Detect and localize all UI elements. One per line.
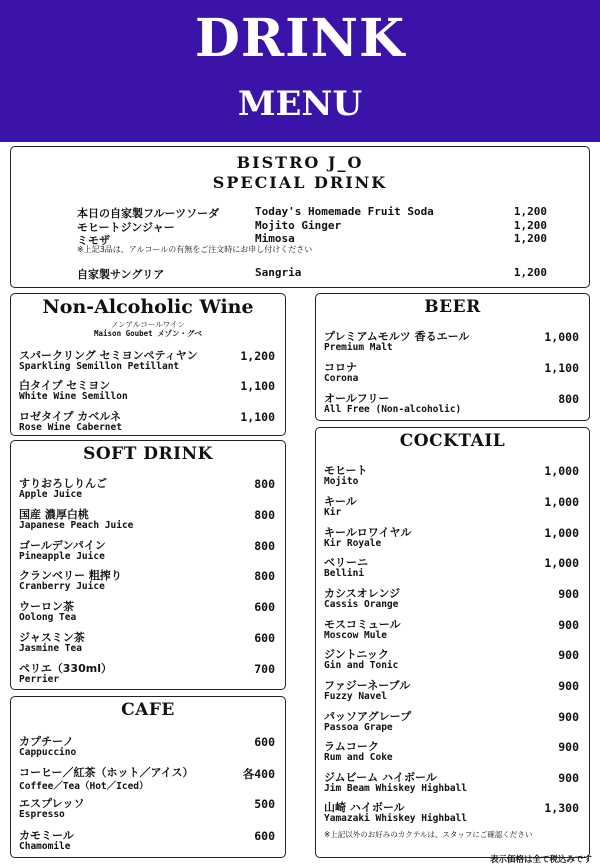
item-name-ja: ゴールデンパイン xyxy=(19,539,106,552)
item-price: 900 xyxy=(558,648,579,662)
menu-header xyxy=(0,0,600,142)
item-price: 1,000 xyxy=(544,330,579,344)
item-price: 1,100 xyxy=(240,410,275,424)
item-name-ja: キールロワイヤル xyxy=(324,526,412,539)
item-price: 1,000 xyxy=(544,526,579,540)
menu-item xyxy=(324,769,579,797)
item-name-ja: モヒート xyxy=(324,464,368,477)
item-name-ja: ファジーネーブル xyxy=(324,679,411,692)
item-name-ja: キール xyxy=(324,495,357,508)
item-name-ja: 白タイプ セミヨン xyxy=(19,379,111,392)
item-price: 800 xyxy=(558,392,579,406)
item-name-ja: モヒートジンジャー xyxy=(77,221,175,234)
item-price: 900 xyxy=(558,587,579,601)
menu-item xyxy=(19,733,275,761)
item-price: 1,100 xyxy=(544,361,579,375)
item-name-ja: 自家製サングリア xyxy=(77,268,165,281)
menu-item xyxy=(19,629,275,657)
item-name-en: Pineapple Juice xyxy=(19,551,105,562)
item-name-ja: カプチーノ xyxy=(19,735,74,748)
menu-item xyxy=(19,764,275,792)
section-title: SOFT DRINK xyxy=(83,444,213,464)
menu-item xyxy=(324,585,579,613)
item-price: 1,000 xyxy=(544,556,579,570)
item-name-ja: スパークリング セミヨンペティヤン xyxy=(19,349,198,362)
item-name-en: Bellini xyxy=(324,568,365,579)
section-title: Non-Alcoholic Wine xyxy=(42,296,254,318)
item-name-ja: ジントニック xyxy=(324,648,389,661)
menu-item xyxy=(19,795,275,823)
item-name-ja: 山崎 ハイボール xyxy=(324,801,405,814)
item-name-en: Rum and Coke xyxy=(324,752,393,763)
section-title: COCKTAIL xyxy=(399,431,506,451)
special-title-line2: SPECIAL DRINK xyxy=(212,173,388,192)
item-price: 1,200 xyxy=(513,266,547,279)
non-alcoholic-wine-section xyxy=(10,293,286,436)
menu-item xyxy=(324,646,579,674)
cocktail-note: ※上記以外のお好みのカクテルは、スタッフにご確認ください xyxy=(324,830,533,839)
menu-item xyxy=(19,827,275,855)
soft-drink-section xyxy=(10,440,286,690)
menu-item xyxy=(324,616,579,644)
item-price: 600 xyxy=(254,735,275,749)
item-price: 900 xyxy=(558,710,579,724)
item-name-ja: ミモザ xyxy=(77,234,110,247)
menu-item xyxy=(19,475,275,503)
page-title: DRINK xyxy=(194,8,406,69)
item-name-en: Cranberry Juice xyxy=(19,581,105,592)
sangria-item xyxy=(77,266,547,280)
section-title: BEER xyxy=(424,297,481,317)
item-price: 1,200 xyxy=(513,219,547,232)
special-item xyxy=(77,205,547,219)
menu-item xyxy=(324,328,579,356)
item-price: 800 xyxy=(254,569,275,583)
item-name-en: Today's Homemade Fruit Soda xyxy=(255,205,434,218)
menu-item xyxy=(324,554,579,582)
item-price: 1,200 xyxy=(240,349,275,363)
item-name-en: Kir xyxy=(324,507,342,518)
menu-item xyxy=(19,377,275,405)
item-name-en: All Free (Non-alcoholic) xyxy=(324,404,462,415)
menu-item xyxy=(324,524,579,552)
item-price: 900 xyxy=(558,618,579,632)
menu-item xyxy=(19,537,275,565)
menu-item xyxy=(324,677,579,705)
item-price: 700 xyxy=(254,662,275,676)
item-price: 1,100 xyxy=(240,379,275,393)
menu-item xyxy=(19,660,275,688)
item-name-ja: 本日の自家製フルーツソーダ xyxy=(77,207,220,220)
special-item xyxy=(77,219,547,233)
item-name-en: Mojito Ginger xyxy=(255,219,342,232)
item-name-en: Perrier xyxy=(19,674,60,685)
item-price: 600 xyxy=(254,600,275,614)
item-price: 600 xyxy=(254,631,275,645)
special-title-line1: BISTRO J_O xyxy=(236,153,364,172)
item-price: 900 xyxy=(558,740,579,754)
item-name-ja: コーヒー／紅茶（ホット／アイス） xyxy=(19,766,194,779)
item-name-ja: 国産 濃厚白桃 xyxy=(19,508,89,521)
item-price: 各400 xyxy=(242,767,275,781)
item-name-en: Mimosa xyxy=(255,232,295,245)
item-name-ja: ペリエ（330ml） xyxy=(19,662,112,675)
item-price: 1,300 xyxy=(544,801,579,815)
menu-item xyxy=(324,738,579,766)
item-name-en: Corona xyxy=(324,373,359,384)
item-name-ja: ラムコーク xyxy=(324,740,379,753)
menu-item xyxy=(324,359,579,387)
item-name-en: Japanese Peach Juice xyxy=(19,520,134,531)
item-name-en: Premium Malt xyxy=(324,342,393,353)
special-note: ※上記3品は、アルコールの有無をご注文時にお申し付けください xyxy=(77,245,313,254)
beer-section xyxy=(315,293,590,421)
item-name-ja: オールフリー xyxy=(324,392,390,405)
item-name-en: Jim Beam Whiskey Highball xyxy=(324,783,467,794)
item-name-en: Chamomile xyxy=(19,841,71,852)
item-name-ja: ベリーニ xyxy=(324,556,368,569)
item-price: 800 xyxy=(254,477,275,491)
menu-item xyxy=(324,708,579,736)
special-drink-section xyxy=(10,146,590,288)
section-title: CAFE xyxy=(121,700,175,720)
menu-item xyxy=(324,799,579,827)
item-name-en: Apple Juice xyxy=(19,489,82,500)
menu-item xyxy=(19,347,275,375)
item-name-ja: ジャスミン茶 xyxy=(19,631,85,644)
item-price: 800 xyxy=(254,539,275,553)
item-name-en: Jasmine Tea xyxy=(19,643,82,654)
item-name-en: Moscow Mule xyxy=(324,630,387,641)
item-price: 900 xyxy=(558,679,579,693)
subtitle-maker: Maison Goubet メゾン・グベ xyxy=(94,329,202,338)
item-name-en: Coffee／Tea（Hot／Iced） xyxy=(19,781,149,792)
menu-item xyxy=(19,598,275,626)
menu-item xyxy=(324,390,579,418)
menu-item xyxy=(19,506,275,534)
item-name-en: Rose Wine Cabernet xyxy=(19,422,122,433)
item-price: 800 xyxy=(254,508,275,522)
item-name-en: White Wine Semillon xyxy=(19,391,128,402)
item-price: 600 xyxy=(254,829,275,843)
item-price: 1,200 xyxy=(513,232,547,245)
tax-note: 表示価格は全て税込みです xyxy=(489,855,592,865)
item-name-en: Espresso xyxy=(19,809,65,820)
item-name-en: Fuzzy Navel xyxy=(324,691,387,702)
item-name-en: Sangria xyxy=(255,266,302,279)
item-name-ja: すりおろしりんご xyxy=(19,477,107,490)
item-name-ja: ウーロン茶 xyxy=(19,600,74,613)
item-name-en: Sparkling Semillon Petillant xyxy=(19,361,180,372)
item-name-en: Yamazaki Whiskey Highball xyxy=(324,813,467,824)
cocktail-section xyxy=(315,427,590,858)
item-name-ja: モスコミュール xyxy=(324,618,401,631)
item-name-ja: エスプレッソ xyxy=(19,797,85,810)
item-name-en: Mojito xyxy=(324,476,359,487)
section-subtitle xyxy=(11,320,285,338)
subtitle-ja: ノンアルコールワイン xyxy=(110,320,186,329)
menu-item xyxy=(19,408,275,436)
item-name-en: Passoa Grape xyxy=(324,722,393,733)
item-price: 500 xyxy=(254,797,275,811)
item-price: 1,000 xyxy=(544,464,579,478)
item-price: 900 xyxy=(558,771,579,785)
item-name-en: Kir Royale xyxy=(324,538,382,549)
item-name-ja: カシスオレンジ xyxy=(324,587,401,600)
menu-item xyxy=(324,462,579,490)
item-name-en: Gin and Tonic xyxy=(324,660,399,671)
cafe-section xyxy=(10,696,286,858)
page-subtitle: MENU xyxy=(237,84,363,124)
item-name-en: Cassis Orange xyxy=(324,599,399,610)
item-price: 1,000 xyxy=(544,495,579,509)
item-name-ja: パッソアグレープ xyxy=(324,710,412,723)
menu-item xyxy=(324,493,579,521)
item-name-ja: コロナ xyxy=(324,361,357,374)
item-name-ja: クランベリー 粗搾り xyxy=(19,569,122,582)
item-price: 1,200 xyxy=(513,205,547,218)
item-name-ja: ロゼタイプ カベルネ xyxy=(19,410,121,423)
menu-item xyxy=(19,567,275,595)
item-name-en: Oolong Tea xyxy=(19,612,77,623)
item-name-ja: ジムビーム ハイボール xyxy=(324,771,437,784)
item-name-en: Cappuccino xyxy=(19,747,77,758)
item-name-ja: プレミアムモルツ 香るエール xyxy=(324,330,470,343)
item-name-ja: カモミール xyxy=(19,829,74,842)
